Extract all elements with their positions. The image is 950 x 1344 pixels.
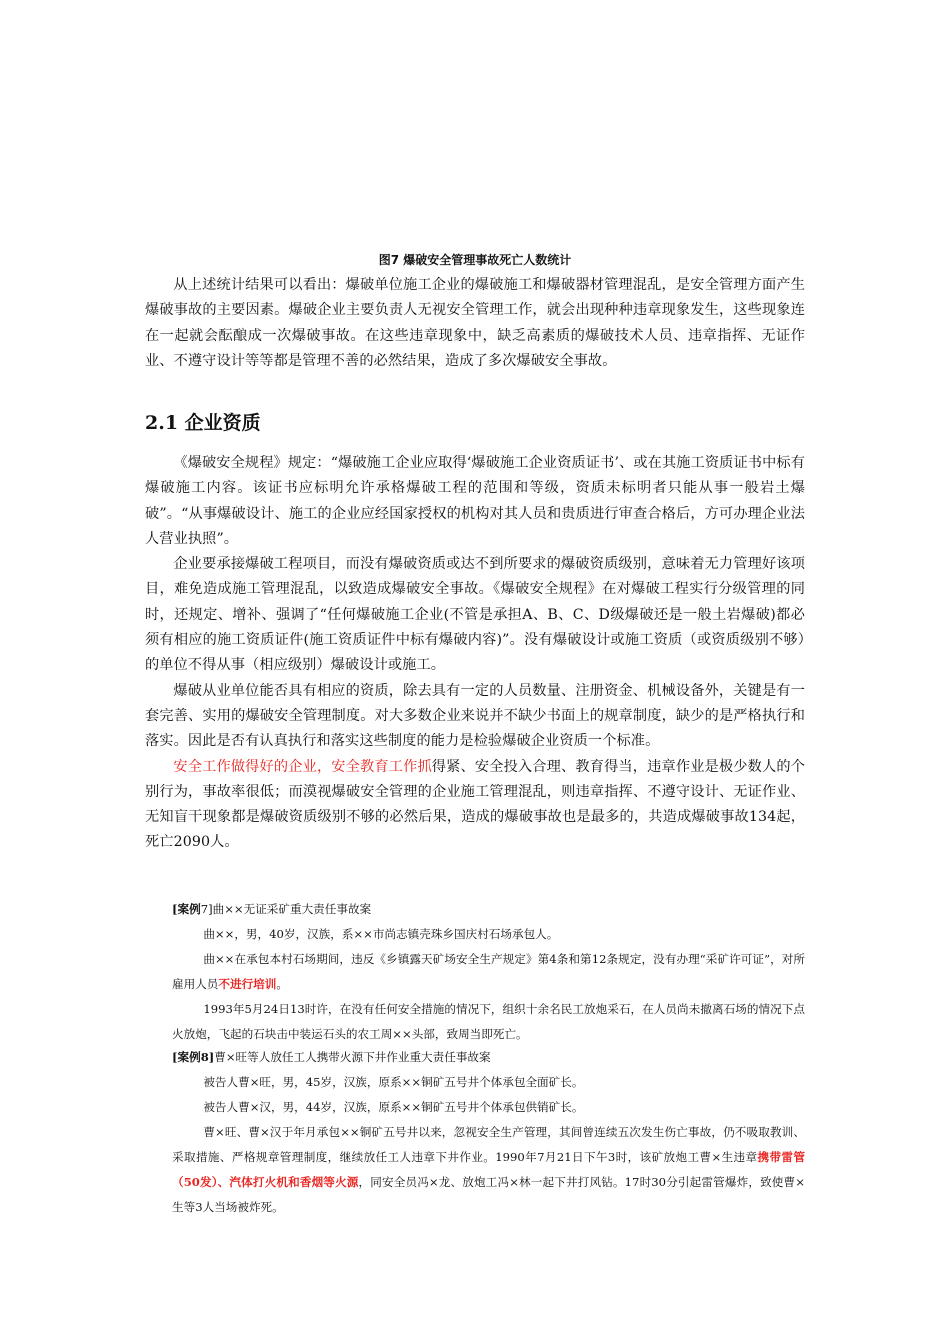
paragraph-regulation: 《爆破安全规程》规定：“爆破施工企业应取得‘爆破施工企业资质证书’、或在其施工资质证书中标有爆破施工内容。该证书应标明允许承格爆破工程的范围和等级，资质未标明者只能从事一般岩土爆破”。“从事爆破设计、施工的企业应经国家授权的机构对其人员和贵质进行审查合格后，方可办理企业法人营业执照”。 bbox=[145, 455, 805, 547]
highlighted-text: 携带雷管（50发）、汽体打火机和香烟等火源 bbox=[172, 1150, 805, 1189]
case-7-title bbox=[172, 897, 805, 922]
case-8-defendant-1: 被告人曹×旺，男，45岁，汉族，原系××铜矿五号井个体承包全面矿长。 bbox=[203, 1075, 584, 1089]
paragraph-qualification: 企业要承接爆破工程项目，而没有爆破资质或达不到所要求的爆破资质级别，意味着无力管理好该项目，难免造成施工管理混乱，以致造成爆破安全事故。《爆破安全规程》在对爆破工程实行分级管理的同时，还规定、增补、强调了“任何爆破施工企业(不管是承担A、B、C、D级爆破还是一般土岩爆破)都必须有相应的施工资质证件(施工资质证件中标有爆破内容)”。没有爆破设计或施工资质（或资质级别不够）的单位不得从事（相应级别）爆破设计或施工。 bbox=[145, 556, 805, 674]
case-7-defendant: 曲××，男，40岁，汉族，系××市尚志镇壳珠乡国庆村石场承包人。 bbox=[203, 927, 559, 941]
paragraph-management: 爆破从业单位能否具有相应的资质，除去具有一定的人员数量、注册资金、机械设备外，关键是有一套完善、实用的爆破安全管理制度。对大多数企业来说并不缺少书面上的规章制度，缺少的是严格执行和落实。因此是否有认真执行和落实这些制度的能力是检验爆破企业资质一个标准。 bbox=[145, 682, 805, 750]
case-7-incident: 1993年5月24日13时许，在没有任何安全措施的情况下，组织十余名民工放炮采石，在人员尚未撤离石场的情况下点火放炮，飞起的石块击中装运石头的农工周××头部，致周当即死亡。 bbox=[172, 1002, 805, 1041]
highlighted-text: 不进行培训 bbox=[218, 977, 277, 991]
highlighted-text: 安全工作做得好的企业，安全教育工作抓 bbox=[173, 758, 432, 775]
figure-caption: 图7 爆破安全管理事故死亡人数统计 bbox=[378, 253, 572, 267]
case-7-violation bbox=[172, 947, 805, 997]
intro-block bbox=[145, 273, 805, 374]
section-heading: 2.1 企业资质 bbox=[145, 412, 261, 434]
case-text: 曹×旺、曹×汉于年月承包××铜矿五号井以来，忽视安全生产管理，其间曾连续五次发生伤亡事故，仍不吸取教训、采取措施、严格规章管理制度，继续放任工人违章下井作业。1990年7月21日下午3时，该矿放炮工曹×生违章 bbox=[172, 1125, 805, 1164]
case-8-title bbox=[172, 1045, 805, 1070]
intro-paragraph: 从上述统计结果可以看出：爆破单位施工企业的爆破施工和爆破器材管理混乱，是安全管理方面产生爆破事故的主要因素。爆破企业主要负责人无视安全管理工作，就会出现种种违章现象发生，这些现象连在一起就会酝酿成一次爆破事故。在这些违章现象中，缺乏高素质的爆破技术人员、违章指挥、无证作业、不遵守设计等等都是管理不善的必然结果，造成了多次爆破安全事故。 bbox=[145, 277, 805, 369]
case-number: 8] bbox=[200, 1050, 215, 1064]
paragraph-text: 得紧、安全投入合理、教育得当，违章作业是极少数人的个别行为，事故率很低；而漠视爆破安全管理的企业施工管理混乱，则违章指挥、不遵守设计、无证作业、无知盲干现象都是爆破资质级别不够的必然后果，造成的爆破事故也是最多的，共造成爆破事故134起，死亡2090人。 bbox=[145, 758, 805, 851]
case-number: 7] bbox=[200, 902, 213, 916]
case-8-incident bbox=[172, 1120, 805, 1220]
case-7-block bbox=[172, 897, 805, 1047]
case-8-block bbox=[172, 1045, 805, 1220]
case-title-text: 曲××无证采矿重大责任事故案 bbox=[212, 902, 372, 916]
case-title-text: 曹×旺等人放任工人携带火源下井作业重大责任事故案 bbox=[214, 1050, 491, 1064]
case-label: [案例 bbox=[172, 1050, 201, 1064]
case-8-defendant-2: 被告人曹×汉，男，44岁，汉族，原系××铜矿五号井个体承包供销矿长。 bbox=[203, 1100, 584, 1114]
case-text: 曲××在承包本村石场期间，违反《乡镇露天矿场安全生产规定》第4条和第12条规定，没有办理“采矿许可证”，对所雇用人员 bbox=[172, 952, 805, 991]
paragraph-safety-education bbox=[145, 755, 805, 856]
case-text: 。 bbox=[276, 977, 288, 991]
case-label: [案例 bbox=[172, 902, 201, 916]
case-text: ，同安全员冯×龙、放炮工冯×林一起下井打风钻。17时30分引起雷管爆炸，致使曹×生等3人当场被炸死。 bbox=[172, 1175, 805, 1214]
section-body bbox=[145, 451, 805, 856]
